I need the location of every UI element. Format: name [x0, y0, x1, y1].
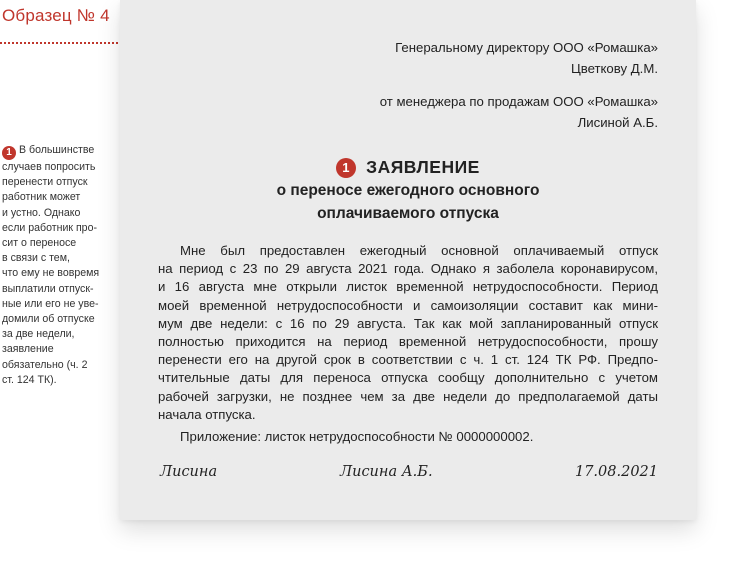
- body-line: и 16 августа мне открыли листок временной нетрудоспособности. Период: [158, 279, 658, 295]
- document-sheet: [120, 0, 696, 520]
- title-divider: [0, 42, 118, 44]
- addressee-name: Цветкову Д.М.: [570, 61, 658, 76]
- sidenote-line: ные или его не уве-: [2, 297, 99, 310]
- note-number-badge: 1: [2, 146, 16, 160]
- signature: Лисина: [160, 464, 218, 480]
- sender-block: [380, 91, 658, 133]
- body-line: моей временной нетрудоспособности и самоизоляции составит как мини-: [158, 297, 658, 313]
- sidenote-line: заявление: [2, 343, 54, 356]
- sidenote-line: домили об отпуске: [2, 313, 95, 326]
- document-title: [120, 155, 696, 179]
- sender-name: Лисиной А.Б.: [577, 115, 658, 130]
- sidenote-line: перенести отпуск: [2, 176, 88, 189]
- sidenote-line: ст. 124 ТК).: [2, 373, 57, 386]
- sidenote-line: если работник про-: [2, 221, 97, 234]
- appendix-line: Приложение: листок нетрудоспособности № 0000000002.: [180, 429, 534, 444]
- sidenote-line: что ему не вовремя: [2, 267, 100, 280]
- sidenote-line: выплатили отпуск-: [2, 282, 94, 295]
- addressee-position: Генеральному директору ООО «Ромашка»: [395, 40, 658, 55]
- body-line: чтительные даты для переноса отпуска сообщу дополнительно с учетом: [158, 370, 658, 386]
- document-body: [158, 242, 658, 424]
- sidenote-line: в связи с тем,: [2, 252, 70, 265]
- sidenote-line: случаев попросить: [2, 161, 96, 173]
- addressee-block: [395, 37, 658, 79]
- document-subtitle-line: оплачиваемого отпуска: [317, 205, 499, 222]
- body-line: полностью приходится на период временной нетрудоспособности, прошу: [158, 334, 658, 350]
- sidenote-line: 1 В большинстве: [2, 143, 118, 160]
- sidenote-line: за две недели,: [2, 328, 75, 341]
- body-line: Мне был предоставлен ежегодный основной оплачиваемый отпуск: [180, 243, 658, 258]
- document-date: 17.08.2021: [574, 464, 658, 480]
- sidenote-line: сит о переносе: [2, 237, 77, 250]
- document-heading: [120, 155, 696, 225]
- sample-title: Образец № 4: [2, 6, 110, 25]
- title-text: ЗАЯВЛЕНИЕ: [366, 157, 480, 177]
- body-line: мум две недели: с 16 по 29 августа. Так как мой запланированный отпуск: [158, 315, 658, 331]
- body-line: на период с 23 по 29 августа 2021 года. Однако я заболела коронавирусом,: [158, 261, 658, 277]
- body-line: рабочей загрузки, не позднее чем за две недели до предполагаемой даты: [158, 388, 658, 404]
- sidenote-line: работник может: [2, 191, 81, 204]
- body-line: перенести его на другой срок в соответствии с ч. 1 ст. 124 ТК РФ. Предпо-: [158, 352, 658, 368]
- sidenote-line: и устно. Однако: [2, 206, 81, 219]
- body-line: начала отпуска.: [158, 406, 256, 422]
- sidenote-line: обязательно (ч. 2: [2, 358, 88, 371]
- heading-number-badge: 1: [336, 158, 356, 178]
- document-subtitle-line: о переносе ежегодного основного: [276, 182, 540, 199]
- sender-position: от менеджера по продажам ООО «Ромашка»: [379, 94, 658, 109]
- signature-transcript: Лисина А.Б.: [340, 464, 433, 480]
- sidenote: [2, 143, 118, 388]
